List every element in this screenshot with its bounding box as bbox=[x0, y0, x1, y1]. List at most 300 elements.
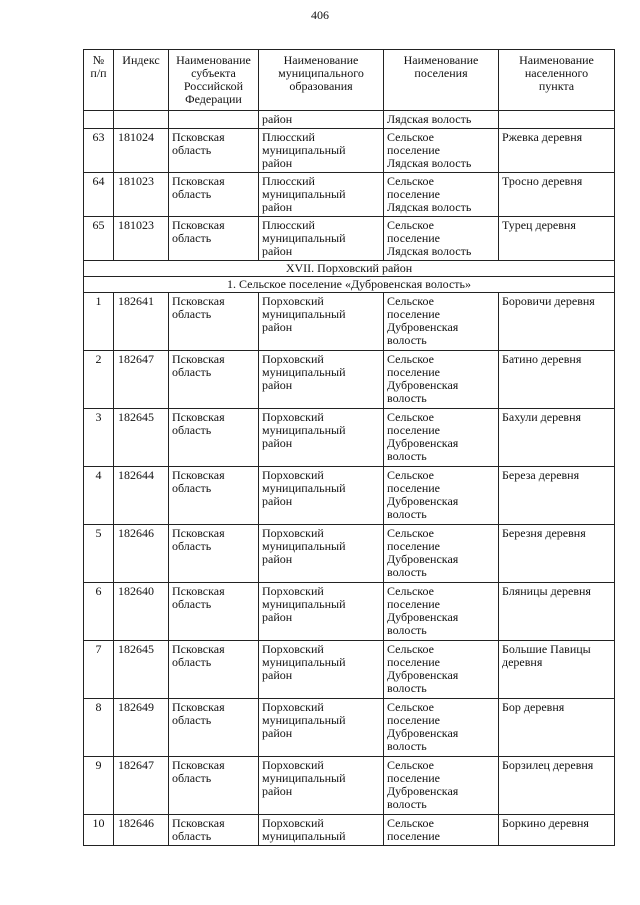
row-locality-lines bbox=[502, 131, 611, 144]
row-locality-lines bbox=[502, 585, 611, 598]
row-locality bbox=[499, 525, 615, 583]
row-subject-lines bbox=[172, 759, 255, 785]
row-settlement bbox=[384, 173, 499, 217]
row-settlement-lines bbox=[387, 175, 495, 214]
cell-line: Береза деревня bbox=[502, 468, 580, 482]
cell-line: Индекс bbox=[122, 53, 160, 67]
cell-line: Сельское bbox=[387, 758, 434, 772]
table-row bbox=[84, 583, 615, 641]
cell-line: Порховский bbox=[262, 816, 324, 830]
row-subject bbox=[169, 293, 259, 351]
cell-line: Порховский bbox=[262, 526, 324, 540]
row-locality bbox=[499, 409, 615, 467]
row-number: 8 bbox=[84, 699, 114, 757]
cell-line: Дубровенская bbox=[387, 784, 459, 798]
cell-line: деревня bbox=[502, 655, 543, 669]
table-row bbox=[84, 641, 615, 699]
row-number: 3 bbox=[84, 409, 114, 467]
row-locality bbox=[499, 351, 615, 409]
row-municipality-lines bbox=[262, 411, 380, 450]
cell-line: Порховский bbox=[262, 584, 324, 598]
cell-line: Дубровенская bbox=[387, 494, 459, 508]
cell-line: Псковская bbox=[172, 294, 225, 308]
cell-line: поселения bbox=[414, 66, 468, 80]
row-municipality-lines bbox=[262, 469, 380, 508]
row-number: 10 bbox=[84, 815, 114, 846]
row-index: 181024 bbox=[114, 129, 169, 173]
rows-plyussky bbox=[84, 129, 615, 261]
cell-line: район bbox=[262, 494, 293, 508]
cell-line: волость bbox=[387, 391, 427, 405]
row-subject-lines bbox=[172, 219, 255, 245]
section-settlement-title: 1. Сельское поселение «Дубровенская волость» bbox=[84, 277, 615, 293]
row-number: 65 bbox=[84, 217, 114, 261]
row-locality bbox=[499, 129, 615, 173]
cell-line: муниципального bbox=[278, 66, 364, 80]
cell-line: район bbox=[262, 200, 293, 214]
row-settlement-lines bbox=[387, 701, 495, 753]
row-municipality bbox=[259, 409, 384, 467]
cell-line: Наименование bbox=[283, 53, 359, 67]
row-number: 1 bbox=[84, 293, 114, 351]
cell-line: Псковская bbox=[172, 584, 225, 598]
cell-line: Сельское bbox=[387, 700, 434, 714]
row-municipality bbox=[259, 293, 384, 351]
cell-line: район bbox=[262, 320, 293, 334]
cell-line: Сельское bbox=[387, 410, 434, 424]
cell-line: Порховский bbox=[262, 410, 324, 424]
row-locality bbox=[499, 467, 615, 525]
cell-line: Плюсский bbox=[262, 218, 315, 232]
cell-line: Сельское bbox=[387, 584, 434, 598]
row-index: 181023 bbox=[114, 217, 169, 261]
row-settlement bbox=[384, 757, 499, 815]
row-municipality-lines bbox=[262, 131, 380, 170]
row-subject-lines bbox=[172, 527, 255, 553]
cell-line: Сельское bbox=[387, 174, 434, 188]
row-settlement bbox=[384, 641, 499, 699]
row-locality bbox=[499, 173, 615, 217]
row-index: 182646 bbox=[114, 525, 169, 583]
cell-line: Плюсский bbox=[262, 130, 315, 144]
cell-line: Псковская bbox=[172, 410, 225, 424]
section-district-row bbox=[84, 261, 615, 277]
row-index: 182640 bbox=[114, 583, 169, 641]
cell-line: Дубровенская bbox=[387, 436, 459, 450]
row-municipality bbox=[259, 129, 384, 173]
cell-line: субъекта bbox=[191, 66, 236, 80]
cell-line: Наименование bbox=[519, 53, 594, 67]
cell-line: поселение bbox=[387, 365, 441, 379]
cell-line: Дубровенская bbox=[387, 320, 459, 334]
row-locality bbox=[499, 757, 615, 815]
row-subject-lines bbox=[172, 131, 255, 157]
row-settlement-lines bbox=[387, 469, 495, 521]
row-locality bbox=[499, 217, 615, 261]
row-settlement-lines bbox=[387, 131, 495, 170]
cell-line: волость bbox=[387, 507, 427, 521]
row-settlement bbox=[384, 409, 499, 467]
cell-line: муниципальный bbox=[262, 597, 346, 611]
row-subject-lines bbox=[172, 353, 255, 379]
cell-line: Лядская волость bbox=[387, 200, 472, 214]
row-subject-lines bbox=[172, 585, 255, 611]
row-settlement bbox=[384, 217, 499, 261]
cell-line: область bbox=[172, 597, 212, 611]
row-number: 5 bbox=[84, 525, 114, 583]
cell-line: Сельское bbox=[387, 294, 434, 308]
cell-line: муниципальный bbox=[262, 481, 346, 495]
cell-line: район bbox=[262, 112, 293, 126]
row-number: 63 bbox=[84, 129, 114, 173]
row-locality bbox=[499, 815, 615, 846]
row-index: 182649 bbox=[114, 699, 169, 757]
header-number bbox=[84, 50, 114, 111]
cell-line: Российской bbox=[183, 79, 244, 93]
table-row bbox=[84, 293, 615, 351]
row-municipality-lines bbox=[262, 817, 380, 843]
table-row bbox=[84, 525, 615, 583]
row-municipality-lines bbox=[262, 295, 380, 334]
row-settlement bbox=[384, 293, 499, 351]
row-subject-lines bbox=[172, 701, 255, 727]
cell-line: муниципальный bbox=[262, 231, 346, 245]
table-row bbox=[84, 129, 615, 173]
cell-line: поселение bbox=[387, 423, 441, 437]
row-settlement-lines bbox=[387, 817, 495, 843]
row-locality-lines bbox=[502, 175, 611, 188]
cell-line: Ржевка деревня bbox=[502, 130, 583, 144]
cell-line: область bbox=[172, 829, 212, 843]
cell-line: Дубровенская bbox=[387, 668, 459, 682]
cell-line: район bbox=[262, 668, 293, 682]
cell-line: Бор деревня bbox=[502, 700, 565, 714]
cell-line: Порховский bbox=[262, 294, 324, 308]
row-locality bbox=[499, 293, 615, 351]
cell-line: Сельское bbox=[387, 468, 434, 482]
row-subject bbox=[169, 699, 259, 757]
cell-line: волость bbox=[387, 681, 427, 695]
cell-line: № bbox=[92, 53, 105, 67]
cell-line: волость bbox=[387, 565, 427, 579]
row-settlement bbox=[384, 129, 499, 173]
cell-line: область bbox=[172, 771, 212, 785]
cell-line: район bbox=[262, 436, 293, 450]
cell-line: пункта bbox=[538, 79, 575, 93]
cell-line: Тросно деревня bbox=[502, 174, 583, 188]
row-municipality bbox=[259, 217, 384, 261]
cell-line: район bbox=[262, 156, 293, 170]
cell-line: населенного bbox=[524, 66, 589, 80]
cell-line: волость bbox=[387, 623, 427, 637]
cell-line: поселение bbox=[387, 307, 441, 321]
row-municipality bbox=[259, 525, 384, 583]
cell-line: поселение bbox=[387, 655, 441, 669]
row-settlement-lines bbox=[387, 585, 495, 637]
row-index: 182647 bbox=[114, 351, 169, 409]
row-locality-lines bbox=[502, 219, 611, 232]
row-municipality bbox=[259, 757, 384, 815]
row-municipality-lines bbox=[262, 175, 380, 214]
cell-line: область bbox=[172, 231, 212, 245]
table-row bbox=[84, 757, 615, 815]
cell-line: волость bbox=[387, 739, 427, 753]
header-settlement bbox=[384, 50, 499, 111]
cell-line: Наименование bbox=[176, 53, 251, 67]
cell-line: область bbox=[172, 187, 212, 201]
cell-line: Псковская bbox=[172, 526, 225, 540]
row-settlement-lines bbox=[387, 295, 495, 347]
cell-line: муниципальный bbox=[262, 829, 346, 843]
row-subject bbox=[169, 217, 259, 261]
row-municipality bbox=[259, 641, 384, 699]
continuation-settlement bbox=[384, 111, 499, 129]
cell-line: Псковская bbox=[172, 130, 225, 144]
cell-line: Порховский bbox=[262, 758, 324, 772]
row-number: 6 bbox=[84, 583, 114, 641]
table-row bbox=[84, 699, 615, 757]
cell-line: Турец деревня bbox=[502, 218, 576, 232]
cell-line: поселение bbox=[387, 143, 441, 157]
cell-line: Сельское bbox=[387, 352, 434, 366]
row-municipality bbox=[259, 173, 384, 217]
row-locality-lines bbox=[502, 353, 611, 366]
row-locality-lines bbox=[502, 295, 611, 308]
cell-line: Псковская bbox=[172, 468, 225, 482]
cell-line: Псковская bbox=[172, 174, 225, 188]
row-settlement bbox=[384, 351, 499, 409]
row-municipality-lines bbox=[262, 353, 380, 392]
row-locality-lines bbox=[502, 411, 611, 424]
table-row bbox=[84, 815, 615, 846]
row-subject-lines bbox=[172, 643, 255, 669]
row-subject bbox=[169, 815, 259, 846]
row-subject-lines bbox=[172, 411, 255, 437]
cell-line: Псковская bbox=[172, 352, 225, 366]
cell-line: муниципальный bbox=[262, 187, 346, 201]
cell-line: Дубровенская bbox=[387, 552, 459, 566]
cell-line: Псковская bbox=[172, 642, 225, 656]
table-row bbox=[84, 351, 615, 409]
cell-line: Дубровенская bbox=[387, 610, 459, 624]
row-subject-lines bbox=[172, 469, 255, 495]
table-row bbox=[84, 217, 615, 261]
cell-line: муниципальный bbox=[262, 713, 346, 727]
cell-line: Большие Павицы bbox=[502, 642, 591, 656]
cell-line: Дубровенская bbox=[387, 378, 459, 392]
row-subject bbox=[169, 129, 259, 173]
row-settlement-lines bbox=[387, 411, 495, 463]
cell-line: Березня деревня bbox=[502, 526, 586, 540]
row-locality bbox=[499, 583, 615, 641]
continuation-municipality bbox=[259, 111, 384, 129]
row-settlement bbox=[384, 467, 499, 525]
row-number: 2 bbox=[84, 351, 114, 409]
cell-line: муниципальный bbox=[262, 365, 346, 379]
cell-line: муниципальный bbox=[262, 143, 346, 157]
cell-line: Порховский bbox=[262, 642, 324, 656]
row-index: 182647 bbox=[114, 757, 169, 815]
row-municipality-lines bbox=[262, 759, 380, 798]
cell-line: район bbox=[262, 244, 293, 258]
cell-line: Лядская волость bbox=[387, 112, 472, 126]
row-locality-lines bbox=[502, 643, 611, 669]
cell-line: муниципальный bbox=[262, 423, 346, 437]
row-index: 182646 bbox=[114, 815, 169, 846]
cell-line: Боркино деревня bbox=[502, 816, 589, 830]
table-row bbox=[84, 467, 615, 525]
cell-line: область bbox=[172, 307, 212, 321]
cell-line: образования bbox=[289, 79, 353, 93]
header-subject bbox=[169, 50, 259, 111]
cell-line: Батино деревня bbox=[502, 352, 582, 366]
cell-line: волость bbox=[387, 333, 427, 347]
cell-line: Порховский bbox=[262, 700, 324, 714]
cell-line: область bbox=[172, 481, 212, 495]
cell-line: поселение bbox=[387, 829, 441, 843]
row-subject-lines bbox=[172, 175, 255, 201]
row-subject bbox=[169, 351, 259, 409]
cell-line: Лядская волость bbox=[387, 244, 472, 258]
cell-line: область bbox=[172, 539, 212, 553]
row-locality bbox=[499, 699, 615, 757]
header-locality bbox=[499, 50, 615, 111]
cell-line: район bbox=[262, 726, 293, 740]
cell-line: Сельское bbox=[387, 526, 434, 540]
cell-line: муниципальный bbox=[262, 539, 346, 553]
cell-line: поселение bbox=[387, 597, 441, 611]
row-municipality bbox=[259, 351, 384, 409]
row-subject bbox=[169, 641, 259, 699]
row-settlement-lines bbox=[387, 759, 495, 811]
row-municipality bbox=[259, 583, 384, 641]
row-index: 182641 bbox=[114, 293, 169, 351]
row-number: 64 bbox=[84, 173, 114, 217]
cell-line: район bbox=[262, 610, 293, 624]
cell-line: Бахули деревня bbox=[502, 410, 582, 424]
cell-line: область bbox=[172, 713, 212, 727]
header-index bbox=[114, 50, 169, 111]
row-index: 182644 bbox=[114, 467, 169, 525]
cell-line: поселение bbox=[387, 771, 441, 785]
page-number: 406 bbox=[311, 8, 329, 22]
row-locality-lines bbox=[502, 759, 611, 772]
row-municipality-lines bbox=[262, 527, 380, 566]
row-locality-lines bbox=[502, 527, 611, 540]
cell-line: муниципальный bbox=[262, 655, 346, 669]
header-municipality bbox=[259, 50, 384, 111]
cell-line: поселение bbox=[387, 231, 441, 245]
cell-line: Сельское bbox=[387, 816, 434, 830]
rows-porkhovsky bbox=[84, 293, 615, 846]
section-district-title: XVII. Порховский район bbox=[84, 261, 615, 277]
settlements-table bbox=[83, 49, 615, 846]
cell-line: Псковская bbox=[172, 758, 225, 772]
continuation-row bbox=[84, 111, 615, 129]
row-settlement bbox=[384, 699, 499, 757]
cell-line: Дубровенская bbox=[387, 726, 459, 740]
cell-line: область bbox=[172, 655, 212, 669]
cell-line: Сельское bbox=[387, 218, 434, 232]
row-settlement-lines bbox=[387, 643, 495, 695]
row-index: 182645 bbox=[114, 641, 169, 699]
cell-line: Псковская bbox=[172, 816, 225, 830]
cell-line: Федерации bbox=[185, 92, 242, 106]
cell-line: муниципальный bbox=[262, 771, 346, 785]
row-subject bbox=[169, 525, 259, 583]
row-locality bbox=[499, 641, 615, 699]
cell-line: Бляницы деревня bbox=[502, 584, 591, 598]
cell-line: область bbox=[172, 365, 212, 379]
cell-line: поселение bbox=[387, 539, 441, 553]
cell-line: Порховский bbox=[262, 352, 324, 366]
cell-line: поселение bbox=[387, 481, 441, 495]
row-municipality-lines bbox=[262, 643, 380, 682]
cell-line: район bbox=[262, 378, 293, 392]
cell-line: Плюсский bbox=[262, 174, 315, 188]
row-subject bbox=[169, 173, 259, 217]
cell-line: Сельское bbox=[387, 642, 434, 656]
row-municipality-lines bbox=[262, 585, 380, 624]
row-municipality bbox=[259, 815, 384, 846]
cell-line: область bbox=[172, 143, 212, 157]
row-settlement-lines bbox=[387, 527, 495, 579]
row-settlement bbox=[384, 583, 499, 641]
cell-line: волость bbox=[387, 449, 427, 463]
cell-line: волость bbox=[387, 797, 427, 811]
settlements-table-container bbox=[83, 49, 614, 846]
row-locality-lines bbox=[502, 469, 611, 482]
row-locality-lines bbox=[502, 817, 611, 830]
cell-line: Псковская bbox=[172, 700, 225, 714]
row-subject-lines bbox=[172, 817, 255, 843]
row-number: 7 bbox=[84, 641, 114, 699]
row-index: 181023 bbox=[114, 173, 169, 217]
row-settlement bbox=[384, 525, 499, 583]
cell-line: Лядская волость bbox=[387, 156, 472, 170]
row-number: 9 bbox=[84, 757, 114, 815]
cell-line: поселение bbox=[387, 713, 441, 727]
row-locality-lines bbox=[502, 701, 611, 714]
cell-line: Борзилец деревня bbox=[502, 758, 594, 772]
table-row bbox=[84, 173, 615, 217]
section-settlement-row bbox=[84, 277, 615, 293]
cell-line: район bbox=[262, 552, 293, 566]
cell-line: поселение bbox=[387, 187, 441, 201]
row-settlement-lines bbox=[387, 219, 495, 258]
row-subject-lines bbox=[172, 295, 255, 321]
cell-line: район bbox=[262, 784, 293, 798]
table-row bbox=[84, 409, 615, 467]
row-number: 4 bbox=[84, 467, 114, 525]
table-header-row bbox=[84, 50, 615, 111]
cell-line: Сельское bbox=[387, 130, 434, 144]
row-subject bbox=[169, 583, 259, 641]
row-subject bbox=[169, 757, 259, 815]
cell-line: п/п bbox=[90, 66, 107, 80]
row-subject bbox=[169, 467, 259, 525]
cell-line: Боровичи деревня bbox=[502, 294, 595, 308]
row-subject bbox=[169, 409, 259, 467]
row-municipality bbox=[259, 699, 384, 757]
row-municipality-lines bbox=[262, 701, 380, 740]
row-settlement-lines bbox=[387, 353, 495, 405]
row-index: 182645 bbox=[114, 409, 169, 467]
row-municipality-lines bbox=[262, 219, 380, 258]
cell-line: муниципальный bbox=[262, 307, 346, 321]
row-settlement bbox=[384, 815, 499, 846]
row-municipality bbox=[259, 467, 384, 525]
